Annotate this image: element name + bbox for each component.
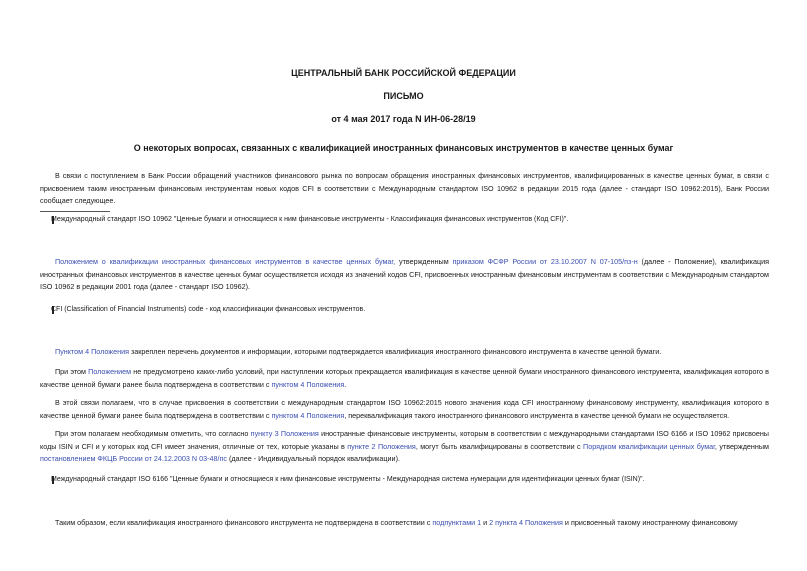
document-subject: О некоторых вопросах, связанных с квалификацией иностранных финансовых инструментов в качестве ценных бумаг [133, 143, 674, 153]
link-subpoint-2-point-4[interactable]: 2 пункта 4 Положения [489, 518, 563, 527]
document-type: ПИСЬМО [383, 91, 424, 101]
paragraph-point4: Пунктом 4 Положения закреплен перечень документов и информации, которыми подтверждается квалификация иностранного финансового инструмента в качестве ценной бумаги. [55, 347, 662, 356]
paragraph-point3: При этом полагаем необходимым отметить, что согласно пункту 3 Положения иностранные финансовые инструменты, которым в соответствии с международными стандартами ISO 6166 и ISO 10962 присвоены коды ISIN и CFI и у которых код CFI имеет значения, отличные от тех, которые указаны в пункте 2 Положения, могут быть квалифицированы в соответствии с Порядком квалификации ценных бумаг, утвержденным постановлением ФКЦБ России от 24.12.2003 N 03-48/пс (далее - Индивидуальный порядок квалификации). [40, 429, 769, 463]
link-point-4[interactable]: Пунктом 4 Положения [55, 347, 129, 356]
link-fsfr-order[interactable]: приказом ФСФР России от 23.10.2007 N 07-105/пз-н [452, 257, 638, 266]
link-point-3[interactable]: пункту 3 Положения [250, 429, 319, 438]
footnote-2: CFI (Classification of Financial Instruments) code - код классификации финансовых инструментов. [51, 306, 366, 313]
paragraph-conclusion: Таким образом, если квалификация иностранного финансового инструмента не подтверждена в соответствии с подпунктами 1 и 2 пункта 4 Положения и присвоенный такому иностранному финансовому [55, 518, 738, 527]
paragraph-reclassification: В этой связи полагаем, что в случае присвоения в соответствии с международным стандартом ISO 10962:2015 нового значения кода CFI иностранному финансовому инструменту, квалификация которого в качестве ценной бумаги ранее была подтверждена в соответствии с пунктом 4 Положения, переквалификация такого иностранного финансового инструмента в качестве ценной бумаги не осуществляется. [40, 398, 769, 420]
paragraph-intro: В связи с поступлением в Банк России обращений участников финансового рынка по вопросам обращения иностранных финансовых инструментов, квалифицированных в качестве ценных бумаг, в связи с присвоением таким иностранным финансовым инструментам новых кодов CFI в соответствии с Международным стандартом ISO 10962 в редакции 2015 года (далее - стандарт ISO 10962:2015), Банк России сообщает следующее. [40, 171, 769, 205]
document-date-number: от 4 мая 2017 года N ИН-06-28/19 [331, 114, 476, 124]
footnote-3: Международный стандарт ISO 6166 "Ценные бумаги и относящиеся к ним финансовые инструменты - Международная система нумерации для идентификации ценных бумаг (ISIN)". [51, 476, 645, 483]
paragraph-no-conditions: При этом Положением не предусмотрено каких-либо условий, при наступлении которых прекращается квалификация в качестве ценной бумаги иностранного финансового инструмента, квалификация которого в качестве ценной бумаги ранее была подтверждена в соответствии с пунктом 4 Положения. [40, 367, 769, 389]
link-subpoint-1[interactable]: подпунктами 1 [432, 518, 482, 527]
link-regulation-2[interactable]: Положением [88, 367, 132, 376]
footnote-divider [40, 211, 110, 212]
link-qualification-procedure[interactable]: Порядком квалификации ценных бумаг [583, 441, 715, 451]
link-regulation[interactable]: Положением о квалификации иностранных финансовых инструментов в качестве ценных бумаг, [55, 257, 396, 266]
paragraph-regulation: Положением о квалификации иностранных финансовых инструментов в качестве ценных бумаг, утвержденным приказом ФСФР России от 23.10.2007 N 07-105/пз-н (далее - Положение), квалификация иностранных финансовых инструментов в качестве ценных бумаг осуществляется исходя из значений кодов CFI, присвоенных иностранным финансовым инструментам в соответствии с Международным стандартом ISO 10962 в редакции 2001 года (далее - стандарт ISO 10962). [40, 257, 769, 291]
link-fkcb-resolution[interactable]: постановлением ФКЦБ России от 24.12.2003 N 03-48/пс [40, 454, 227, 463]
issuer-title: ЦЕНТРАЛЬНЫЙ БАНК РОССИЙСКОЙ ФЕДЕРАЦИИ [291, 68, 516, 78]
footnote-1: Международный стандарт ISO 10962 "Ценные бумаги и относящиеся к ним финансовые инструменты - Классификация финансовых инструментов (Код CFI)". [51, 216, 569, 223]
link-point-2[interactable]: пункте 2 Положения [347, 441, 416, 451]
link-point-4-b[interactable]: пунктом 4 Положения [271, 379, 345, 389]
link-point-4-c[interactable]: пунктом 4 Положения [271, 410, 345, 420]
